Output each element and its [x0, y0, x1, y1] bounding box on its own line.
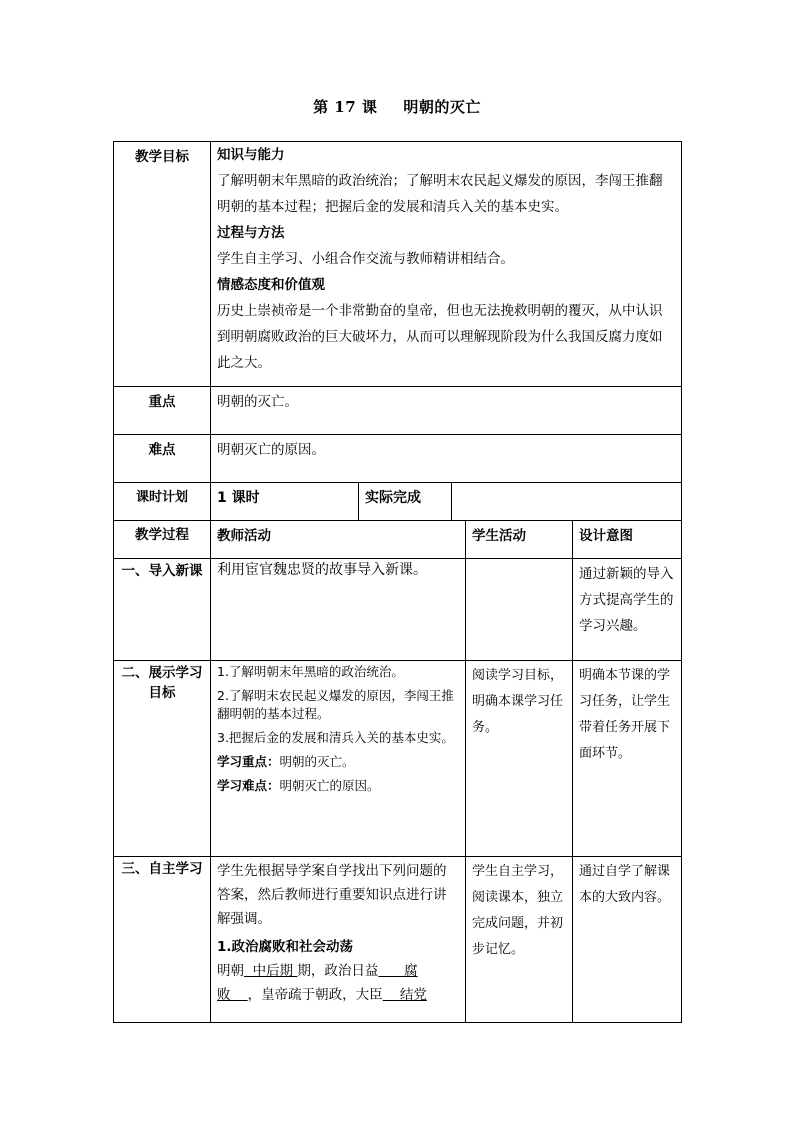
objectives-row	[114, 142, 682, 387]
knowledge-text: 了解明朝末年黑暗的政治统治；了解明末农民起义爆发的原因，李闯王推翻明朝的基本过程；把握后金的发展和清兵入关的基本史实。	[217, 173, 663, 215]
schedule-row	[114, 483, 682, 521]
fill-blank-text	[217, 959, 459, 1007]
fill-text: ，皇帝疏于朝政，大臣	[247, 987, 383, 1003]
step-3-intent: 通过自学了解课本的大致内容。	[573, 857, 682, 1023]
step-3-student: 学生自主学习，阅读课本，独立完成问题，并初步记忆。	[466, 857, 573, 1023]
header-teacher: 教师活动	[211, 521, 466, 559]
step-3-teacher	[211, 857, 466, 1023]
values-text: 历史上崇祯帝是一个非常勤奋的皇帝，但也无法挽救明朝的覆灭，从中认识到明朝腐败政治的巨大破坏力，从而可以理解现阶段为什么我国反腐力度如此之大。	[217, 303, 663, 371]
header-intent: 设计意图	[573, 521, 682, 559]
study-key-label: 学习重点：	[217, 754, 280, 769]
step-row	[114, 857, 682, 1023]
fill-text: 明朝	[217, 963, 244, 979]
page-title	[0, 96, 794, 117]
lesson-plan-table	[113, 141, 682, 1023]
goal-item: 2.了解明末农民起义爆发的原因，李闯王推翻明朝的基本过程。	[217, 688, 454, 721]
study-difficulty	[217, 777, 459, 795]
fill-blank-answer: 腐败	[217, 963, 418, 1003]
difficulty-label: 难点	[114, 435, 211, 483]
step-1-intent: 通过新颖的导入方式提高学生的学习兴趣。	[573, 559, 682, 661]
schedule-label: 课时计划	[114, 483, 211, 521]
step-row	[114, 559, 682, 661]
step-2-intent: 明确本节课的学习任务，让学生带着任务开展下面环节。	[573, 661, 682, 857]
step-2-label: 二、展示学习目标	[114, 661, 211, 857]
process-title: 过程与方法	[217, 225, 285, 241]
key-point-text: 明朝的灭亡。	[211, 387, 682, 435]
difficulty-row	[114, 435, 682, 483]
fill-text: 期，政治日益	[297, 963, 379, 979]
fill-blank	[383, 987, 427, 1003]
key-point-row	[114, 387, 682, 435]
process-header-row	[114, 521, 682, 559]
step-1-label: 一、导入新课	[114, 559, 211, 661]
step-1-teacher: 利用宦官魏忠贤的故事导入新课。	[211, 559, 466, 661]
actual-done-label: 实际完成	[359, 483, 452, 521]
key-point-label: 重点	[114, 387, 211, 435]
study-key-text: 明朝的灭亡。	[279, 754, 355, 769]
difficulty-text: 明朝灭亡的原因。	[211, 435, 682, 483]
goal-item: 1.了解明朝末年黑暗的政治统治。	[217, 664, 404, 679]
self-study-section-title: 1.政治腐败和社会动荡	[217, 939, 354, 955]
knowledge-title: 知识与能力	[217, 147, 285, 163]
step-1-student	[466, 559, 573, 661]
fill-blank-answer: 结党	[399, 987, 427, 1003]
lesson-title: 明朝的灭亡	[403, 98, 481, 116]
header-student: 学生活动	[466, 521, 573, 559]
objectives-label: 教学目标	[114, 142, 211, 387]
study-difficulty-text: 明朝灭亡的原因。	[279, 778, 380, 793]
goal-item: 3.把握后金的发展和清兵入关的基本史实。	[217, 730, 454, 745]
actual-done-value	[452, 483, 682, 521]
step-2-teacher	[211, 661, 466, 857]
study-difficulty-label: 学习难点：	[217, 778, 280, 793]
fill-blank	[244, 963, 297, 979]
step-3-label: 三、自主学习	[114, 857, 211, 1023]
process-text: 学生自主学习、小组合作交流与教师精讲相结合。	[217, 251, 514, 267]
step-2-student: 阅读学习目标，明确本课学习任务。	[466, 661, 573, 857]
step-row	[114, 661, 682, 857]
schedule-hours: 1 课时	[211, 483, 359, 521]
header-process: 教学过程	[114, 521, 211, 559]
self-study-intro: 学生先根据导学案自学找出下列问题的答案，然后教师进行重要知识点进行讲解强调。	[217, 863, 447, 927]
values-title: 情感态度和价值观	[217, 277, 325, 293]
lesson-number: 第 17 课	[313, 98, 378, 116]
study-key	[217, 753, 459, 771]
objectives-content	[211, 142, 682, 387]
fill-blank-answer: 中后期	[252, 963, 294, 979]
